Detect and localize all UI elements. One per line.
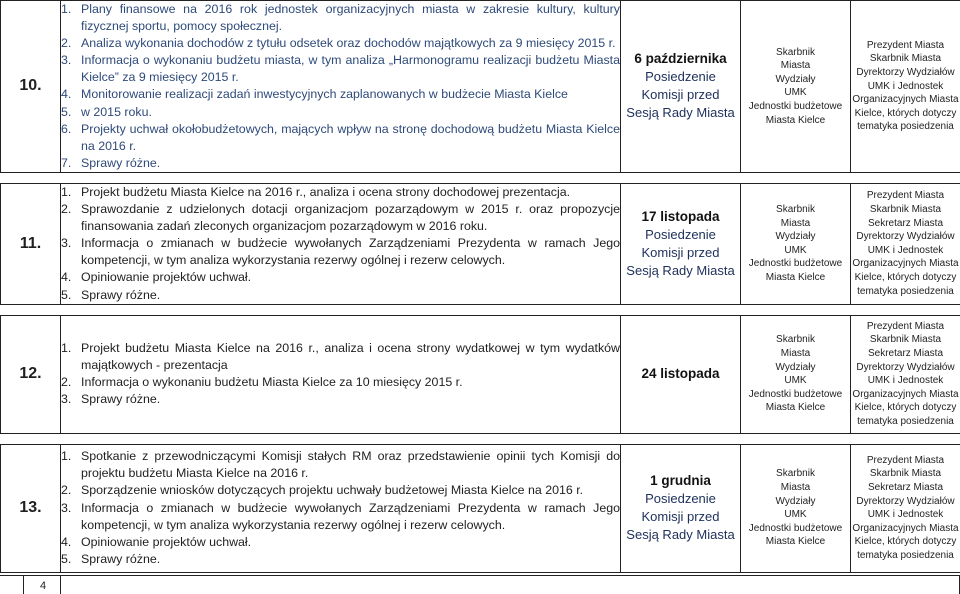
topic-text: Spotkanie z przewodniczącymi Komisji stałych RM oraz przedstawienie opinii tych Komisji do projektu budżetu Miasta Kielce na 2016 r. <box>81 449 620 481</box>
responsible-line: Miasta <box>780 347 811 359</box>
topic-item <box>61 374 620 391</box>
participants-cell <box>851 315 960 433</box>
topic-number: 1. <box>61 2 72 16</box>
participant-line: Dyrektorzy Wydziałów <box>856 67 955 79</box>
participant-line: Organizacyjnych Miasta <box>852 258 959 270</box>
participant-line: Prezydent Miasta <box>866 190 945 202</box>
footer-divider <box>60 575 61 594</box>
agenda-row <box>1 315 960 433</box>
participant-line: Organizacyjnych Miasta <box>852 522 959 534</box>
topic-item <box>61 235 620 269</box>
topic-number: 3. <box>61 236 72 251</box>
responsible-line: UMK <box>784 244 807 256</box>
participant-line: Skarbnik Miasta <box>869 334 942 346</box>
participants-cell <box>851 444 960 572</box>
topic-item <box>61 1 620 35</box>
topics-cell <box>61 444 621 572</box>
responsible-line: Miasta <box>780 60 811 72</box>
topic-text: Analiza wykonania dochodów z tytułu odsetek oraz dochodów majątkowych za 9 miesięcy 2015 r. <box>81 36 616 51</box>
responsible-cell <box>741 315 851 433</box>
row-number: 13. <box>1 444 61 572</box>
responsible-line: Wydziały <box>775 231 816 243</box>
participant-line: Dyrektorzy Wydziałów <box>856 231 955 243</box>
agenda-row <box>1 1 960 173</box>
topic-item <box>61 35 620 52</box>
topic-number: 5. <box>61 104 72 119</box>
participant-line: UMK i Jednostek <box>867 244 944 256</box>
participant-line: Prezydent Miasta <box>866 454 945 466</box>
meeting-note: Komisji przed <box>641 87 720 103</box>
footer-rule <box>0 575 960 576</box>
topic-text: Monitorowanie realizacji zadań inwestycyjnych zaplanowanych w budżecie Miasta Kielce <box>81 87 568 102</box>
topic-number: 3. <box>61 392 72 407</box>
topic-text: Opiniowanie projektów uchwał. <box>81 270 252 285</box>
responsible-line: UMK <box>784 509 807 521</box>
participant-line: Sekretarz Miasta <box>867 481 944 493</box>
responsible-line: Wydziały <box>775 73 816 85</box>
topic-number: 2. <box>61 375 72 390</box>
participant-line: Kielce, których dotyczy <box>854 271 957 283</box>
topic-text: Informacja o wykonaniu budżetu Miasta Kielce za 10 miesięcy 2015 r. <box>81 375 463 390</box>
footer-divider <box>23 575 24 594</box>
participant-line: Dyrektorzy Wydziałów <box>856 495 955 507</box>
meeting-note: Sesją Rady Miasta <box>626 527 735 543</box>
topic-item <box>61 448 620 482</box>
topic-item <box>61 269 620 286</box>
participant-line: Prezydent Miasta <box>866 320 945 332</box>
topic-list <box>61 184 620 304</box>
topic-text: Informacja o zmianach w budżecie wywołanych Zarządzeniami Prezydenta w ramach Jego kompetencji, w tym analiza wykorzystania rezerwy ogólnej i rezerw celowych. <box>81 500 620 532</box>
topic-number: 4. <box>61 270 72 285</box>
topic-number: 2. <box>61 36 72 51</box>
participants-cell <box>851 183 960 304</box>
topic-text: Projekty uchwał okołobudżetowych, mających wpływ na stronę dochodową budżetu Miasta Kielce na 2016 r. <box>81 121 620 153</box>
row-spacer <box>1 172 960 183</box>
responsible-line: Jednostki budżetowe <box>748 388 843 400</box>
topic-text: Sprawy różne. <box>81 287 161 302</box>
responsible-line: UMK <box>784 375 807 387</box>
participant-line: Prezydent Miasta <box>866 39 945 51</box>
participant-line: tematyka posiedzenia <box>857 121 954 133</box>
topic-item <box>61 104 620 121</box>
participant-line: Kielce, których dotyczy <box>854 402 957 414</box>
responsible-line: Miasta Kielce <box>765 536 826 548</box>
meeting-date: 17 listopada <box>641 208 720 224</box>
row-number: 11. <box>1 183 61 304</box>
topic-item <box>61 340 620 374</box>
topic-number: 4. <box>61 87 72 102</box>
responsible-line: Skarbnik <box>776 46 815 58</box>
meeting-note: Posiedzenie <box>645 491 716 507</box>
participant-line: Kielce, których dotyczy <box>854 536 957 548</box>
topic-number: 1. <box>61 340 72 355</box>
topic-text: Sprawy różne. <box>81 155 161 170</box>
responsible-cell <box>741 444 851 572</box>
meeting-note: Posiedzenie <box>645 69 716 85</box>
responsible-cell <box>741 183 851 304</box>
topic-item <box>61 391 620 408</box>
topic-number: 6. <box>61 121 72 136</box>
responsible-line: Skarbnik <box>776 203 815 215</box>
meeting-note: Sesją Rady Miasta <box>626 262 735 278</box>
topic-number: 5. <box>61 287 72 302</box>
topic-text: Informacja o zmianach w budżecie wywołanych Zarządzeniami Prezydenta w ramach Jego kompetencji, w tym analiza wykorzystania rezerwy ogólnej i rezerw celowych. <box>81 236 620 268</box>
agenda-row <box>1 183 960 304</box>
responsible-line: Miasta Kielce <box>765 402 826 414</box>
row-number: 12. <box>1 315 61 433</box>
topic-item <box>61 287 620 304</box>
meeting-date: 24 listopada <box>641 366 720 382</box>
topic-item <box>61 482 620 499</box>
topic-number: 3. <box>61 53 72 68</box>
row-number: 10. <box>1 1 61 173</box>
meeting-date-cell <box>621 315 741 433</box>
topic-text: Projekt budżetu Miasta Kielce na 2016 r., analiza i ocena strony dochodowej prezentacja. <box>81 184 571 199</box>
topic-text: Plany finansowe na 2016 rok jednostek organizacyjnych miasta w zakresie kultury, kultury fizycznej sportu, pomocy społecznej. <box>81 2 620 34</box>
topic-number: 1. <box>61 184 72 199</box>
responsible-cell <box>741 1 851 173</box>
topic-list <box>61 448 620 568</box>
topic-number: 5. <box>61 551 72 566</box>
responsible-line: Miasta <box>780 481 811 493</box>
topic-item <box>61 534 620 551</box>
participant-line: Sekretarz Miasta <box>867 347 944 359</box>
responsible-line: Miasta Kielce <box>765 114 826 126</box>
topic-item <box>61 86 620 103</box>
participant-line: UMK i Jednostek <box>867 80 944 92</box>
responsible-line: Jednostki budżetowe <box>748 258 843 270</box>
row-spacer <box>1 304 960 315</box>
meeting-note: Posiedzenie <box>645 226 716 242</box>
participant-line: Kielce, których dotyczy <box>854 107 957 119</box>
participant-line: Skarbnik Miasta <box>869 203 942 215</box>
responsible-line: Miasta <box>780 217 811 229</box>
responsible-line: Skarbnik <box>776 334 815 346</box>
participant-line: UMK i Jednostek <box>867 375 944 387</box>
meeting-note: Sesją Rady Miasta <box>626 105 735 121</box>
page-number: 4 <box>40 580 47 592</box>
participant-line: Organizacyjnych Miasta <box>852 94 959 106</box>
participant-line: tematyka posiedzenia <box>857 415 954 427</box>
participant-line: tematyka posiedzenia <box>857 549 954 561</box>
topic-number: 2. <box>61 483 72 498</box>
agenda-row <box>1 444 960 572</box>
participant-line: Sekretarz Miasta <box>867 217 944 229</box>
responsible-line: Wydziały <box>775 361 816 373</box>
meeting-date-cell <box>621 183 741 304</box>
topics-cell <box>61 1 621 173</box>
participant-line: Skarbnik Miasta <box>869 468 942 480</box>
responsible-line: Skarbnik <box>776 468 815 480</box>
participants-cell <box>851 1 960 173</box>
topic-list <box>61 340 620 408</box>
topics-cell <box>61 183 621 304</box>
topic-number: 4. <box>61 534 72 549</box>
meeting-note: Komisji przed <box>641 244 720 260</box>
topic-item <box>61 121 620 155</box>
topic-item <box>61 500 620 534</box>
meeting-date: 1 grudnia <box>650 473 711 489</box>
topic-item <box>61 184 620 201</box>
row-spacer <box>1 433 960 444</box>
topic-item <box>61 52 620 86</box>
topic-item <box>61 201 620 235</box>
topic-number: 7. <box>61 155 72 170</box>
responsible-line: Wydziały <box>775 495 816 507</box>
meeting-date-cell <box>621 1 741 173</box>
responsible-line: Miasta Kielce <box>765 271 826 283</box>
topic-text: Sprawozdanie z udzielonych dotacji organizacjom pozarządowym w 2015 r. oraz propozycje finansowania zadań zleconych organizacjom pozarządowym w 2016 roku. <box>81 202 620 234</box>
topic-text: Sprawy różne. <box>81 551 161 566</box>
participant-line: tematyka posiedzenia <box>857 285 954 297</box>
topics-cell <box>61 315 621 433</box>
topic-text: Sporządzenie wniosków dotyczących projektu uchwały budżetowej Miasta Kielce na 2016 r. <box>81 483 584 498</box>
participant-line: Dyrektorzy Wydziałów <box>856 361 955 373</box>
topic-number: 3. <box>61 500 72 515</box>
responsible-line: UMK <box>784 87 807 99</box>
responsible-line: Jednostki budżetowe <box>748 522 843 534</box>
topic-text: Sprawy różne. <box>81 392 161 407</box>
topic-list <box>61 1 620 172</box>
topic-number: 1. <box>61 449 72 464</box>
meeting-date: 6 października <box>634 51 727 67</box>
participant-line: Organizacyjnych Miasta <box>852 388 959 400</box>
topic-text: w 2015 roku. <box>81 104 152 119</box>
topic-item <box>61 551 620 568</box>
responsible-line: Jednostki budżetowe <box>748 101 843 113</box>
topic-item <box>61 155 620 172</box>
participant-line: Skarbnik Miasta <box>869 53 942 65</box>
topic-text: Opiniowanie projektów uchwał. <box>81 534 252 549</box>
meeting-date-cell <box>621 444 741 572</box>
meeting-note: Komisji przed <box>641 509 720 525</box>
topic-number: 2. <box>61 202 72 217</box>
topic-text: Informacja o wykonaniu budżetu miasta, w tym analiza „Harmonogramu realizacji budżetu Miasta Kielce” za 9 miesięcy 2015 r. <box>81 53 620 85</box>
participant-line: UMK i Jednostek <box>867 509 944 521</box>
topic-text: Projekt budżetu Miasta Kielce na 2016 r., analiza i ocena strony wydatkowej w tym wydatków majątkowych - prezentacja <box>81 340 620 372</box>
